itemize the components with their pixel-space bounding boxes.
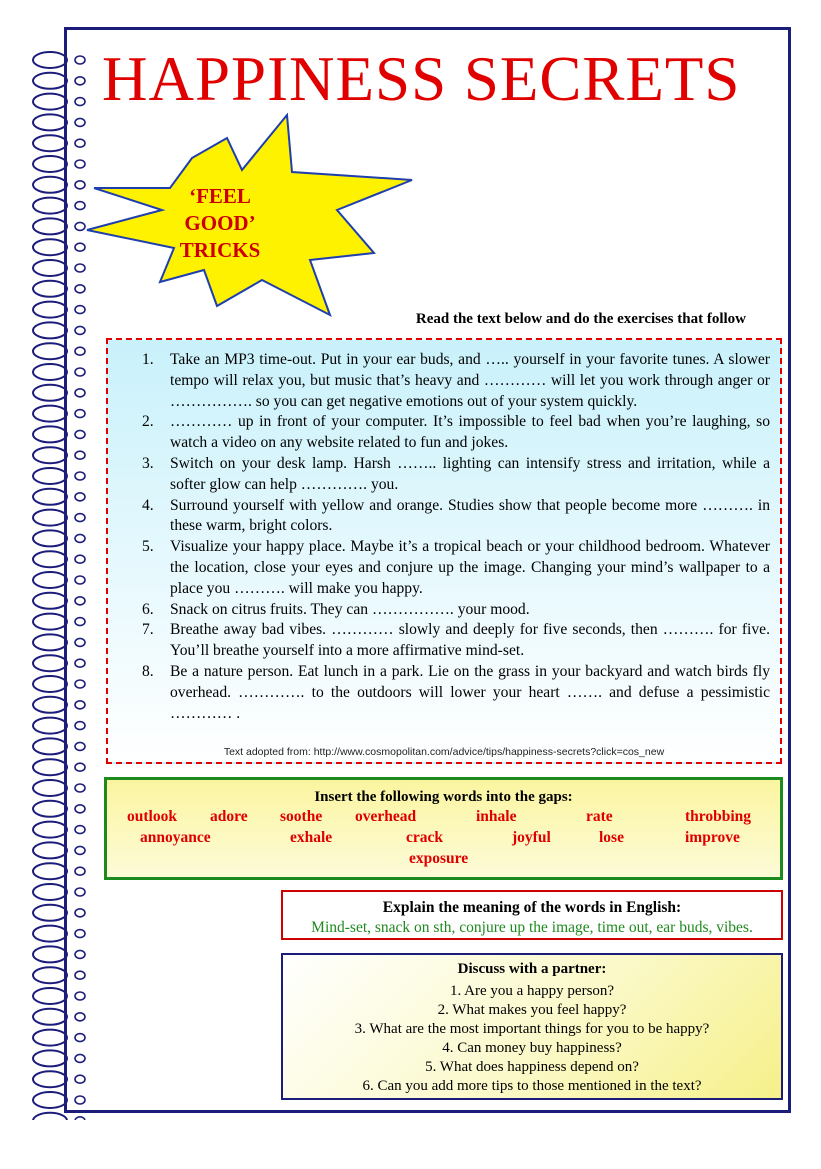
discuss-question: 1. Are you a happy person? bbox=[449, 983, 615, 999]
star-line-1: ‘FEEL bbox=[189, 184, 251, 208]
word-bank-word: rate bbox=[586, 808, 613, 825]
discuss-question: 4. Can money buy happiness? bbox=[442, 1040, 622, 1056]
spiral-hole bbox=[75, 763, 85, 771]
spiral-ring bbox=[33, 156, 67, 172]
spiral-ring bbox=[33, 593, 67, 609]
spiral-hole bbox=[75, 410, 85, 418]
tip-item: 2. ………… up in front of your computer. It’s impossible to feel bad when you’re laughing, so watch a video on any website related to fun and jokes. bbox=[142, 413, 770, 452]
spiral-ring bbox=[33, 655, 67, 671]
spiral-ring bbox=[33, 343, 67, 359]
explain-words: Mind-set, snack on sth, conjure up the image, time out, ear buds, vibes. bbox=[311, 919, 753, 936]
spiral-hole bbox=[75, 638, 85, 646]
spiral-hole bbox=[75, 867, 85, 875]
spiral-ring bbox=[33, 1092, 67, 1108]
spiral-hole bbox=[75, 722, 85, 730]
spiral-hole bbox=[75, 701, 85, 709]
discuss-heading: Discuss with a partner: bbox=[457, 961, 607, 977]
word-bank-word: exhale bbox=[290, 829, 333, 846]
spiral-hole bbox=[75, 326, 85, 334]
spiral-ring bbox=[33, 946, 67, 962]
spiral-ring bbox=[33, 135, 67, 151]
discuss-question: 5. What does happiness depend on? bbox=[425, 1059, 639, 1075]
spiral-ring bbox=[33, 1030, 67, 1046]
spiral-hole bbox=[75, 597, 85, 605]
spiral-ring bbox=[33, 281, 67, 297]
spiral-ring bbox=[33, 406, 67, 422]
spiral-ring bbox=[33, 884, 67, 900]
word-bank-box bbox=[104, 777, 783, 880]
spiral-ring bbox=[33, 73, 67, 89]
explain-heading: Explain the meaning of the words in English: bbox=[382, 899, 682, 916]
spiral-hole bbox=[75, 472, 85, 480]
spiral-ring bbox=[33, 177, 67, 193]
spiral-hole bbox=[75, 534, 85, 542]
spiral-hole bbox=[75, 659, 85, 667]
spiral-hole bbox=[75, 1013, 85, 1021]
word-bank-word: inhale bbox=[476, 808, 517, 825]
spiral-ring bbox=[33, 863, 67, 879]
spiral-ring bbox=[33, 322, 67, 338]
spiral-hole bbox=[75, 1034, 85, 1042]
word-bank-word: throbbing bbox=[685, 808, 752, 825]
tip-item: 7. Breathe away bad vibes. ………… slowly and deeply for five seconds, then ………. for five. You’ll breathe yourself into a more affirmative mind-set. bbox=[142, 621, 770, 660]
spiral-hole bbox=[75, 493, 85, 501]
spiral-ring bbox=[33, 52, 67, 68]
spiral-hole bbox=[75, 618, 85, 626]
spiral-ring bbox=[33, 468, 67, 484]
spiral-hole bbox=[75, 368, 85, 376]
spiral-ring bbox=[33, 1113, 67, 1120]
tips-list bbox=[142, 350, 770, 724]
word-bank-word: crack bbox=[406, 829, 444, 846]
spiral-ring bbox=[33, 1050, 67, 1066]
spiral-ring bbox=[33, 822, 67, 838]
spiral-ring bbox=[33, 926, 67, 942]
word-bank-word: outlook bbox=[127, 808, 177, 825]
discuss-box bbox=[281, 953, 783, 1100]
spiral-ring bbox=[33, 905, 67, 921]
spiral-hole bbox=[75, 805, 85, 813]
word-bank-word: lose bbox=[599, 829, 624, 846]
spiral-ring bbox=[33, 530, 67, 546]
spiral-ring bbox=[33, 198, 67, 214]
reading-text-box bbox=[106, 338, 782, 764]
word-bank-word: overhead bbox=[355, 808, 417, 825]
spiral-hole bbox=[75, 971, 85, 979]
spiral-ring bbox=[33, 551, 67, 567]
spiral-hole bbox=[75, 1075, 85, 1083]
spiral-ring bbox=[33, 759, 67, 775]
spiral-ring bbox=[33, 426, 67, 442]
spiral-hole bbox=[75, 56, 85, 64]
spiral-hole bbox=[75, 576, 85, 584]
star-line-3: TRICKS bbox=[179, 238, 261, 262]
spiral-ring bbox=[33, 302, 67, 318]
spiral-ring bbox=[33, 1009, 67, 1025]
star-line-2: GOOD’ bbox=[184, 211, 256, 235]
source-citation: Text adopted from: http://www.cosmopolitan.com/advice/tips/happiness-secrets?click=cos_new bbox=[223, 746, 665, 758]
spiral-hole bbox=[75, 846, 85, 854]
spiral-ring bbox=[33, 364, 67, 380]
tip-item: 1. Take an MP3 time-out. Put in your ear buds, and ….. yourself in your favorite tunes. A slower tempo will relax you, but music that’s heavy and ………… will let you work through anger or ……………. so you can get negative emotions out of your system quickly. bbox=[142, 351, 770, 410]
spiral-hole bbox=[75, 98, 85, 106]
spiral-ring bbox=[33, 634, 67, 650]
spiral-ring bbox=[33, 842, 67, 858]
spiral-ring bbox=[33, 801, 67, 817]
spiral-hole bbox=[75, 514, 85, 522]
spiral-hole bbox=[75, 950, 85, 958]
spiral-hole bbox=[75, 77, 85, 85]
spiral-hole bbox=[75, 909, 85, 917]
tip-item: 8. Be a nature person. Eat lunch in a park. Lie on the grass in your backyard and watch birds fly overhead. …………. to the outdoors will lower your heart ……. and defuse a pessimistic ………… . bbox=[142, 662, 770, 722]
tip-item: 3. Switch on your desk lamp. Harsh …….. lighting can intensify stress and irritation, while a softer glow can help …………. you. bbox=[142, 454, 770, 493]
spiral-ring bbox=[33, 94, 67, 110]
spiral-ring bbox=[33, 1071, 67, 1087]
spiral-hole bbox=[75, 555, 85, 563]
instructions: Read the text below and do the exercises that follow bbox=[415, 311, 746, 327]
spiral-ring bbox=[33, 239, 67, 255]
spiral-hole bbox=[75, 451, 85, 459]
spiral-ring bbox=[33, 260, 67, 276]
spiral-ring bbox=[33, 572, 67, 588]
spiral-ring bbox=[33, 738, 67, 754]
spiral-ring bbox=[33, 489, 67, 505]
spiral-hole bbox=[75, 1054, 85, 1062]
spiral-ring bbox=[33, 510, 67, 526]
word-bank-word: improve bbox=[685, 829, 740, 846]
word-bank-word: adore bbox=[210, 808, 248, 825]
tip-item: 5. Visualize your happy place. Maybe it’s a tropical beach or your childhood bedroom. Whatever the location, close your eyes and conjure up the image. Changing your mind’s wallpaper to a place you ………. will make you happy. bbox=[142, 538, 770, 597]
spiral-ring bbox=[33, 697, 67, 713]
spiral-ring bbox=[33, 780, 67, 796]
word-bank-heading: Insert the following words into the gaps: bbox=[314, 789, 573, 805]
spiral-hole bbox=[75, 1096, 85, 1104]
spiral-ring bbox=[33, 447, 67, 463]
spiral-ring bbox=[33, 114, 67, 130]
star-label bbox=[160, 183, 280, 264]
spiral-hole bbox=[75, 784, 85, 792]
spiral-ring bbox=[33, 718, 67, 734]
discuss-question: 2. What makes you feel happy? bbox=[437, 1002, 627, 1018]
word-bank-word: joyful bbox=[512, 829, 551, 846]
spiral-hole bbox=[75, 826, 85, 834]
spiral-ring bbox=[33, 967, 67, 983]
spiral-hole bbox=[75, 680, 85, 688]
discuss-question: 6. Can you add more tips to those mentioned in the text? bbox=[362, 1078, 702, 1094]
word-bank-word: annoyance bbox=[140, 829, 211, 846]
spiral-ring bbox=[33, 218, 67, 234]
word-bank-word: exposure bbox=[409, 850, 469, 867]
spiral-ring bbox=[33, 988, 67, 1004]
spiral-hole bbox=[75, 888, 85, 896]
spiral-ring bbox=[33, 614, 67, 630]
spiral-hole bbox=[75, 992, 85, 1000]
spiral-ring bbox=[33, 676, 67, 692]
spiral-hole bbox=[75, 930, 85, 938]
spiral-hole bbox=[75, 430, 85, 438]
spiral-hole bbox=[75, 1117, 85, 1120]
spiral-hole bbox=[75, 347, 85, 355]
word-bank-word: soothe bbox=[280, 808, 323, 825]
discuss-question: 3. What are the most important things for you to be happy? bbox=[354, 1021, 710, 1037]
tip-item: 6. Snack on citrus fruits. They can ……………. your mood. bbox=[142, 600, 530, 618]
page-title: HAPPINESS SECRETS bbox=[102, 44, 741, 114]
spiral-hole bbox=[75, 389, 85, 397]
spiral-ring bbox=[33, 385, 67, 401]
spiral-hole bbox=[75, 742, 85, 750]
explain-box bbox=[281, 890, 783, 940]
tip-item: 4. Surround yourself with yellow and orange. Studies show that people become more ………. in these warm, bright colors. bbox=[142, 496, 770, 535]
